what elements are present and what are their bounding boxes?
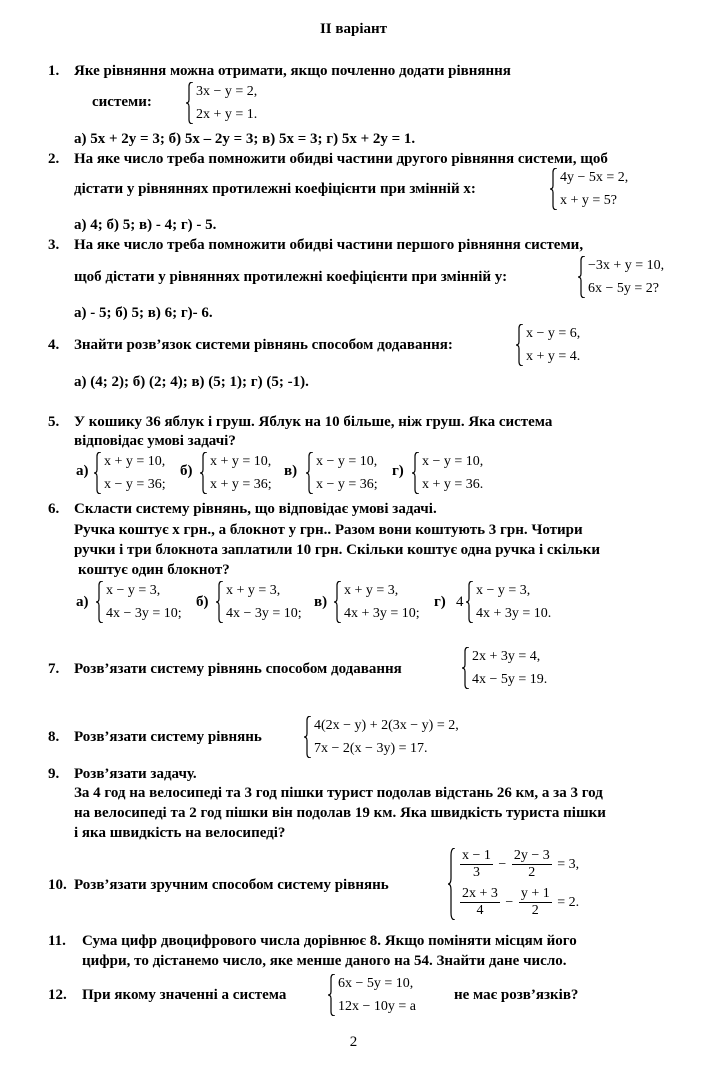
question-line: На яке число треба помножити обидві частини другого рівняння системи, щоб bbox=[74, 151, 608, 167]
equation: −3x + y = 10, bbox=[588, 258, 665, 273]
q12-system bbox=[328, 972, 416, 1018]
question-number: 11. bbox=[48, 933, 66, 949]
equation: 4x − 3y = 10; bbox=[106, 606, 182, 621]
question-2-line2: дістати у рівняннях протилежні коефіцієнти при змінній х: bbox=[74, 181, 476, 197]
equation: x − y = 10, bbox=[316, 454, 378, 469]
equation: x − y = 3, bbox=[476, 583, 531, 598]
brace-icon bbox=[216, 581, 224, 623]
equation: x − y = 6, bbox=[526, 326, 581, 341]
brace-icon bbox=[466, 581, 474, 623]
equation: x + y = 10, bbox=[104, 454, 166, 469]
brace-icon bbox=[578, 256, 586, 298]
fraction bbox=[519, 886, 552, 919]
brace-icon bbox=[334, 581, 342, 623]
question-9-line4: і яка швидкість на велосипеді? bbox=[74, 825, 286, 841]
numerator: x − 1 bbox=[462, 848, 491, 864]
question-1-answers: а) 5x + 2y = 3; б) 5x – 2y = 3; в) 5x = 3; г) 5x + 2y = 1. bbox=[74, 131, 416, 147]
question-line: Розв’язати зручним способом систему рівнянь bbox=[74, 877, 389, 893]
q6-option-c-system bbox=[334, 579, 420, 625]
option-prefix: 4 bbox=[456, 594, 464, 610]
equation: x − y = 36; bbox=[316, 477, 378, 492]
question-6-line4: коштує один блокнот? bbox=[78, 562, 230, 578]
brace-icon bbox=[306, 452, 314, 494]
equation: x − y = 3, bbox=[106, 583, 161, 598]
option-label: б) bbox=[180, 463, 193, 479]
equation: 3x − y = 2, bbox=[196, 84, 258, 99]
brace-icon bbox=[462, 647, 470, 689]
q4-system bbox=[516, 322, 580, 368]
equation: 4y − 5x = 2, bbox=[560, 170, 629, 185]
option-label: а) bbox=[76, 463, 89, 479]
question-line: Розв’язати задачу. bbox=[74, 766, 197, 782]
question-line: При якому значенні а система bbox=[82, 987, 287, 1003]
page-title: ІІ варіант bbox=[319, 21, 388, 37]
question-5-line2: відповідає умові задачі? bbox=[74, 433, 236, 449]
q3-system bbox=[578, 254, 664, 300]
numerator: 2x + 3 bbox=[462, 886, 498, 902]
question-line: Сума цифр двоцифрового числа дорівнює 8. Якщо поміняти місцям його bbox=[82, 933, 577, 949]
equation: x − y = 10, bbox=[422, 454, 484, 469]
denominator: 4 bbox=[476, 903, 484, 919]
numerator: y + 1 bbox=[520, 886, 550, 902]
question-3-line2: щоб дістати у рівняннях протилежні коефіцієнти при змінній у: bbox=[74, 269, 508, 285]
question-9-line2: За 4 год на велосипеді та 3 год пішки турист подолав відстань 26 км, а за 3 год bbox=[74, 785, 603, 801]
option-label: а) bbox=[76, 594, 89, 610]
question-12-text bbox=[48, 986, 286, 1005]
equation: 4x + 3y = 10; bbox=[344, 606, 420, 621]
denominator: 3 bbox=[472, 865, 480, 881]
question-7-text bbox=[48, 660, 402, 679]
q6-option-a-system bbox=[96, 579, 182, 625]
question-12-tail: не має розв’язків? bbox=[454, 987, 579, 1003]
brace-icon bbox=[412, 452, 420, 494]
brace-icon bbox=[328, 974, 336, 1016]
q2-system bbox=[550, 166, 628, 212]
equation: 4x + 3y = 10. bbox=[476, 606, 552, 621]
question-2-answers: а) 4; б) 5; в) - 4; г) - 5. bbox=[74, 217, 217, 233]
question-number: 1. bbox=[48, 63, 60, 79]
brace-icon bbox=[304, 716, 312, 758]
question-10-text bbox=[48, 876, 389, 895]
brace-icon bbox=[186, 82, 194, 124]
question-number: 4. bbox=[48, 337, 60, 353]
option-label: в) bbox=[314, 594, 328, 610]
question-number: 10. bbox=[48, 877, 67, 893]
question-4-answers: а) (4; 2); б) (2; 4); в) (5; 1); г) (5; -1). bbox=[74, 374, 309, 390]
q5-option-b-system bbox=[200, 450, 272, 496]
right-hand-side: = 2. bbox=[557, 895, 580, 910]
equation: 12x − 10y = a bbox=[338, 999, 417, 1014]
denominator: 2 bbox=[528, 865, 536, 881]
equation: x + y = 4. bbox=[526, 349, 581, 364]
equation: 7x − 2(x − 3y) = 17. bbox=[314, 741, 428, 756]
question-number: 8. bbox=[48, 729, 60, 745]
question-number: 2. bbox=[48, 151, 60, 167]
numerator: 2y − 3 bbox=[513, 848, 550, 864]
equation: x + y = 36. bbox=[422, 477, 484, 492]
option-label: в) bbox=[284, 463, 298, 479]
equation bbox=[458, 884, 579, 922]
question-number: 5. bbox=[48, 414, 60, 430]
fraction bbox=[512, 848, 552, 881]
equation: 4x − 5y = 19. bbox=[472, 672, 548, 687]
option-label: г) bbox=[434, 594, 446, 610]
brace-icon bbox=[200, 452, 208, 494]
question-6-line2: Ручка коштує х грн., а блокнот у грн.. Разом вони коштують 3 грн. Чотири bbox=[74, 522, 583, 538]
q8-system bbox=[304, 714, 459, 760]
equation: x + y = 36; bbox=[210, 477, 272, 492]
q10-system bbox=[448, 846, 579, 922]
page-number: 2 bbox=[349, 1034, 358, 1050]
option-label: г) bbox=[392, 463, 404, 479]
operator: − bbox=[505, 895, 514, 910]
equation: x + y = 5? bbox=[560, 193, 618, 208]
question-line: У кошику 36 яблук і груш. Яблук на 10 більше, ніж груш. Яка система bbox=[74, 414, 553, 430]
question-line: Яке рівняння можна отримати, якщо почленно додати рівняння bbox=[74, 63, 511, 79]
q5-option-c-system bbox=[306, 450, 378, 496]
question-9-line3: на велосипеді та 2 год пішки він подолав 19 км. Яка швидкість туриста пішки bbox=[74, 805, 606, 821]
question-11-text bbox=[48, 932, 577, 951]
question-line: Скласти систему рівнянь, що відповідає умові задачі. bbox=[74, 501, 437, 517]
brace-icon bbox=[94, 452, 102, 494]
brace-icon bbox=[550, 168, 558, 210]
equation: 2x + y = 1. bbox=[196, 107, 258, 122]
option-label: б) bbox=[196, 594, 209, 610]
equation: x + y = 10, bbox=[210, 454, 272, 469]
question-1-line2: системи: bbox=[92, 94, 152, 110]
q6-option-d-system bbox=[466, 579, 551, 625]
denominator: 2 bbox=[531, 903, 539, 919]
question-5-text bbox=[48, 413, 552, 432]
question-line: Знайти розв’язок системи рівнянь способом додавання: bbox=[74, 337, 453, 353]
question-3-text bbox=[48, 236, 583, 255]
question-8-text bbox=[48, 728, 262, 747]
question-number: 9. bbox=[48, 766, 60, 782]
equation: 6x − 5y = 10, bbox=[338, 976, 414, 991]
equation: x + y = 3, bbox=[344, 583, 399, 598]
right-hand-side: = 3, bbox=[557, 857, 580, 872]
question-1-text bbox=[48, 62, 511, 81]
question-number: 7. bbox=[48, 661, 60, 677]
equation: 4(2x − y) + 2(3x − y) = 2, bbox=[314, 718, 459, 733]
question-line: На яке число треба помножити обидві частини першого рівняння системи, bbox=[74, 237, 584, 253]
q1-system bbox=[186, 80, 257, 126]
equation bbox=[458, 846, 579, 884]
brace-icon bbox=[516, 324, 524, 366]
equation: 4x − 3y = 10; bbox=[226, 606, 302, 621]
question-line: Розв’язати систему рівнянь способом додавання bbox=[74, 661, 402, 677]
q5-option-d-system bbox=[412, 450, 483, 496]
question-6-text bbox=[48, 500, 437, 519]
brace-icon bbox=[448, 848, 456, 920]
question-6-line3: ручки і три блокнота заплатили 10 грн. Скільки коштує одна ручка і скільки bbox=[74, 542, 601, 558]
q5-option-a-system bbox=[94, 450, 166, 496]
question-4-text bbox=[48, 336, 453, 355]
question-2-text bbox=[48, 150, 608, 169]
q6-option-b-system bbox=[216, 579, 302, 625]
question-number: 12. bbox=[48, 987, 67, 1003]
brace-icon bbox=[96, 581, 104, 623]
operator: − bbox=[498, 857, 507, 872]
question-number: 3. bbox=[48, 237, 60, 253]
equation: 6x − 5y = 2? bbox=[588, 281, 660, 296]
question-line: Розв’язати систему рівнянь bbox=[74, 729, 262, 745]
question-number: 6. bbox=[48, 501, 60, 517]
equation: x + y = 3, bbox=[226, 583, 281, 598]
equation: 2x + 3y = 4, bbox=[472, 649, 541, 664]
fraction bbox=[460, 886, 500, 919]
question-11-line2: цифри, то дістанемо число, яке менше даного на 54. Знайти дане число. bbox=[82, 953, 567, 969]
q7-system bbox=[462, 645, 547, 691]
equation: x − y = 36; bbox=[104, 477, 166, 492]
question-9-text bbox=[48, 765, 197, 784]
question-3-answers: а) - 5; б) 5; в) 6; г)- 6. bbox=[74, 305, 213, 321]
fraction bbox=[460, 848, 493, 881]
